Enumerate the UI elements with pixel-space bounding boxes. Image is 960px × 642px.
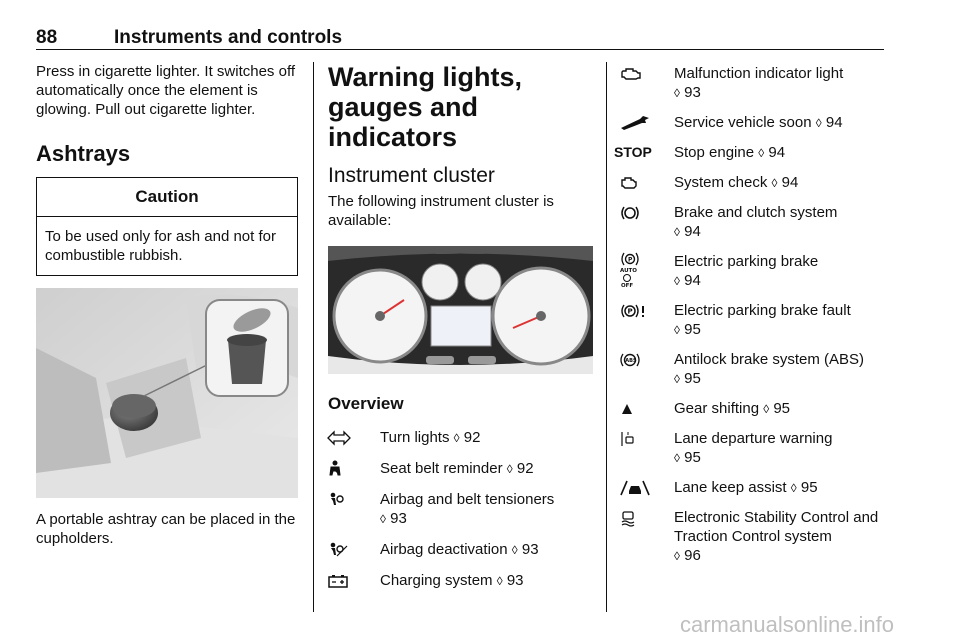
ashtray-caption: A portable ashtray can be placed in the cupholders. [36, 511, 296, 547]
list-item: Airbag deactivation ◊ 93 [328, 540, 593, 560]
wrench-icon [620, 113, 674, 132]
airbag-deactivation-icon [328, 540, 380, 559]
page-reference[interactable]: 94 [768, 144, 786, 161]
column-divider [606, 62, 607, 612]
list-item-label: Turn lights [380, 429, 450, 446]
list-item-label: Electric parking brake [674, 253, 819, 270]
svg-text:OFF: OFF [621, 283, 634, 289]
list-item-label: Lane keep assist [674, 479, 787, 496]
lighter-instructions: Press in cigarette lighter. It switches off automatically once the element is glowing. Pull out cigarette lighter. [36, 63, 296, 118]
brake-icon [620, 203, 674, 222]
list-item: Lane keep assist ◊ 95 [620, 478, 890, 498]
list-item: Brake and clutch system ◊ 94 [620, 203, 890, 242]
page-reference[interactable]: 93 [506, 572, 524, 589]
list-item-label: Lane departure warning [674, 430, 833, 447]
list-item-label: Brake and clutch system [674, 204, 838, 221]
list-item-label: Malfunction indicator light [674, 65, 844, 82]
caution-title: Caution [37, 178, 297, 217]
list-item-label: Gear shifting [674, 400, 760, 417]
abs-icon [620, 350, 674, 369]
esc-icon [620, 508, 674, 527]
list-item: ABS Antilock brake system (ABS) ◊ 95 [620, 350, 890, 389]
list-item: P Electric parking brake fault ◊ 95 [620, 301, 890, 340]
page-title: Instruments and controls [114, 27, 343, 48]
parking-brake-icon [620, 252, 674, 290]
list-item: Charging system ◊ 93 [328, 571, 593, 591]
column-warning-lights-continued [614, 64, 890, 576]
column-warning-lights [328, 62, 593, 602]
stop-icon: STOP [614, 144, 652, 160]
instrument-cluster-heading: Instrument cluster [328, 164, 495, 187]
ashtrays-heading: Ashtrays [36, 141, 131, 166]
page-reference[interactable]: 94 [684, 223, 701, 240]
seat-belt-icon [328, 459, 380, 478]
list-item-label: Charging system [380, 572, 493, 589]
page-reference[interactable]: 95 [684, 321, 701, 338]
list-item-label: Airbag and belt tensioners [380, 491, 555, 508]
list-item: Turn lights ◊ 92 [328, 428, 593, 448]
list-item-label: Electronic Stability Control and Traction Control system [674, 509, 879, 545]
system-check-icon [620, 173, 674, 192]
page-reference[interactable]: 96 [684, 547, 701, 564]
page-reference[interactable]: 93 [684, 84, 701, 101]
ashtray-illustration [36, 288, 298, 498]
list-item-label: Electric parking brake fault [674, 302, 851, 319]
page-reference[interactable]: 95 [684, 370, 701, 387]
column-ashtrays [36, 62, 298, 548]
engine-icon [620, 64, 674, 83]
list-item-label: Antilock brake system (ABS) [674, 351, 865, 368]
page-reference[interactable]: 93 [390, 510, 407, 527]
page-header [36, 27, 884, 50]
list-item: Electronic Stability Control and Traction Control system ◊ 96 [620, 508, 890, 566]
section-heading: Warning lights, gauges and indicators [328, 62, 522, 152]
list-item-label: Service vehicle soon [674, 114, 812, 131]
list-item: Gear shifting ◊ 95 [620, 399, 890, 419]
list-item-label: Stop engine [674, 144, 755, 161]
turn-signal-icon [328, 428, 380, 447]
caution-box [36, 177, 298, 276]
airbag-icon [328, 490, 380, 509]
lane-departure-icon [620, 429, 674, 448]
svg-text:P: P [627, 307, 633, 315]
page-reference[interactable]: 95 [684, 449, 701, 466]
page-reference[interactable]: 95 [800, 479, 818, 496]
svg-text:AUTO: AUTO [620, 268, 637, 274]
battery-icon [328, 571, 380, 590]
list-item: System check ◊ 94 [620, 173, 890, 193]
list-item: P AUTO OFF Electric parking brake ◊ 94 [620, 253, 819, 289]
svg-text:ABS: ABS [625, 357, 637, 364]
list-item: Service vehicle soon ◊ 94 [620, 113, 890, 133]
list-item: Seat belt reminder ◊ 92 [328, 459, 593, 479]
page-number: 88 [36, 27, 58, 48]
page-reference[interactable]: 92 [463, 429, 481, 446]
list-item-label: System check [674, 174, 768, 191]
page-reference[interactable]: 94 [684, 272, 701, 289]
gear-shift-icon [620, 399, 674, 418]
watermark: carmanualsonline.info [680, 612, 895, 637]
list-item: Airbag and belt tensioners ◊ 93 [328, 490, 593, 529]
page-reference[interactable]: 94 [781, 174, 799, 191]
list-item: Malfunction indicator light ◊ 93 [620, 64, 890, 103]
page-reference[interactable]: 92 [516, 460, 534, 477]
list-item: STOP Stop engine ◊ 94 [614, 144, 786, 161]
caution-text: To be used only for ash and not for combustible rubbish. [45, 228, 276, 264]
list-item: Lane departure warning ◊ 95 [620, 429, 890, 468]
list-item-label: Seat belt reminder [380, 460, 503, 477]
list-item-label: Airbag deactivation [380, 541, 508, 558]
cluster-intro: The following instrument cluster is available: [328, 193, 554, 229]
overview-heading: Overview [328, 394, 404, 413]
parking-brake-fault-icon [620, 301, 674, 320]
page-reference[interactable]: 95 [773, 400, 791, 417]
column-divider [313, 62, 314, 612]
lane-keep-icon [620, 478, 674, 497]
page-reference[interactable]: 94 [825, 114, 843, 131]
page-reference[interactable]: 93 [521, 541, 539, 558]
instrument-cluster-illustration [328, 246, 593, 374]
svg-text:P: P [628, 256, 633, 264]
